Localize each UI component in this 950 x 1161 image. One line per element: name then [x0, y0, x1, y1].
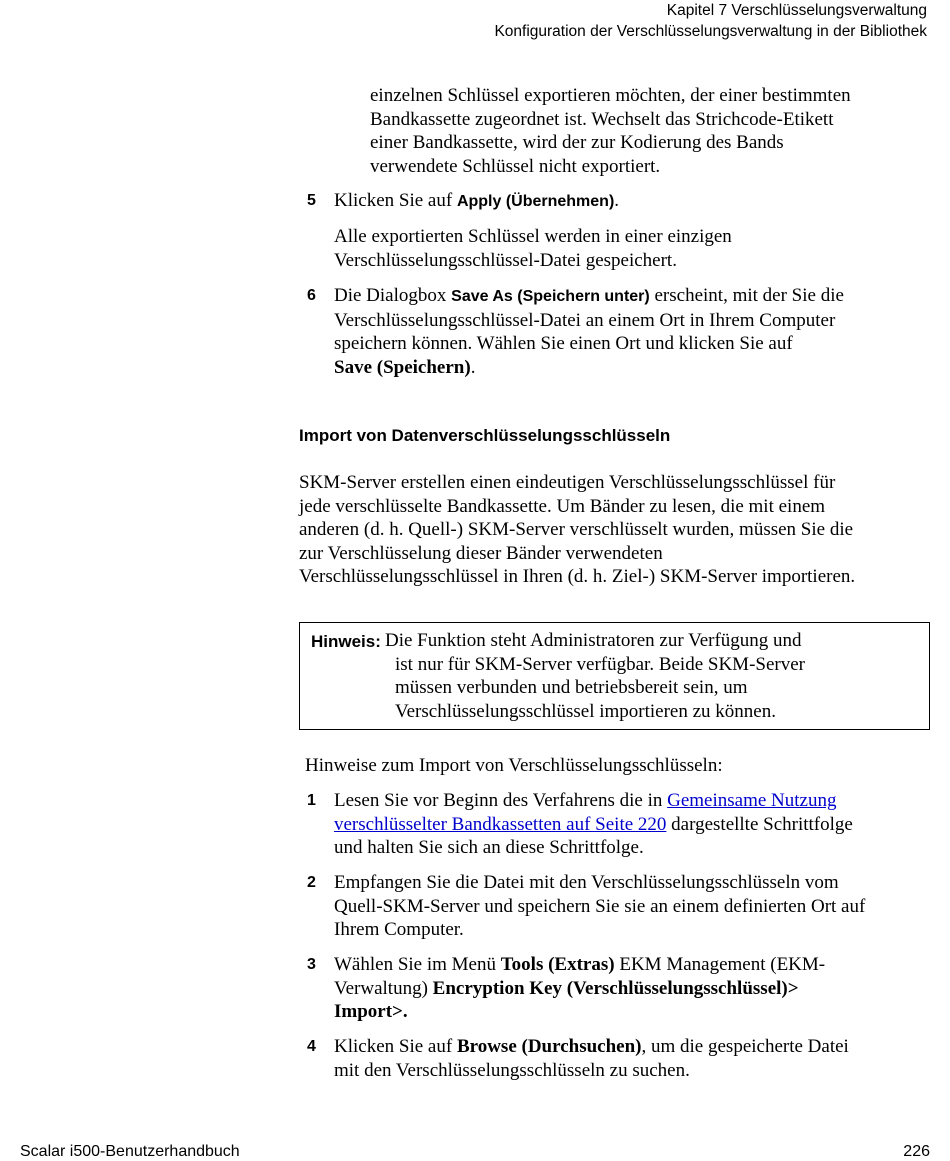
apply-button-reference: Apply (Übernehmen) — [456, 193, 615, 210]
step-number: 2 — [307, 874, 316, 891]
text-line: SKM-Server erstellen einen eindeutigen Verschlüsselungsschlüssel für — [299, 472, 836, 493]
step-number: 6 — [307, 287, 316, 304]
footer-title: Scalar i500-Benutzerhandbuch — [20, 1143, 240, 1160]
step-number: 5 — [307, 192, 316, 209]
running-header — [494, 0, 927, 42]
continuation-paragraph — [370, 84, 940, 178]
save-as-dialog-reference: Save As (Speichern unter) — [451, 288, 650, 305]
header-section: Konfiguration der Verschlüsselungsverwaltung in der Bibliothek — [494, 23, 927, 40]
cross-reference-link[interactable]: Gemeinsame Nutzung — [667, 790, 837, 811]
text-line: Quell-SKM-Server und speichern Sie sie an einem definierten Ort auf — [334, 895, 866, 917]
text-line: Bandkassette zugeordnet ist. Wechselt das Strichcode-Etikett — [370, 108, 834, 130]
note-label: Hinweis: — [311, 632, 381, 651]
text-line: einer Bandkassette, wird der zur Kodierung des Bands — [370, 132, 784, 153]
import-step-2 — [307, 871, 932, 942]
text-line: Empfangen Sie die Datei mit den Verschlüsselungsschlüsseln vom — [334, 872, 839, 893]
text-line: speichern können. Wählen Sie einen Ort und klicken Sie auf — [334, 333, 793, 354]
text-line: Verschlüsselungsschlüssel-Datei gespeichert. — [334, 249, 677, 271]
step-number: 3 — [307, 956, 316, 973]
step-text: Klicken Sie auf — [334, 190, 457, 211]
tools-menu-reference: Tools (Extras) — [500, 954, 615, 975]
cross-reference-link[interactable]: verschlüsselter Bandkassetten auf Seite 220 — [334, 813, 667, 835]
text-line: ist nur für SKM-Server verfügbar. Beide SKM-Server — [395, 653, 805, 675]
text-line: zur Verschlüsselung dieser Bänder verwendeten — [299, 542, 663, 564]
step-number: 4 — [307, 1038, 316, 1055]
export-step-6: 6 Die Dialogbox Save As (Speichern unter) erscheint, mit der Sie die Verschlüsselungsschlüssel-Datei an einem Ort in Ihrem Computer speichern können. Wählen Sie einen Ort und klicken Sie auf Save (Speichern). — [307, 284, 932, 379]
text-line: müssen verbunden und betriebsbereit sein, um — [395, 677, 748, 698]
note-text — [385, 629, 915, 723]
import-lead: Hinweise zum Import von Verschlüsselungsschlüsseln: — [305, 755, 723, 776]
export-step-5: 5 Klicken Sie auf Apply (Übernehmen). — [307, 190, 620, 211]
text-line: Verschlüsselungsschlüssel-Datei an einem Ort in Ihrem Computer — [334, 309, 836, 331]
header-chapter: Kapitel 7 Verschlüsselungsverwaltung — [666, 2, 927, 19]
section-heading: Import von Datenverschlüsselungsschlüsseln — [299, 426, 671, 445]
browse-button-reference: Browse (Durchsuchen) — [456, 1036, 642, 1057]
import-step-3: 3 Wählen Sie im Menü Tools (Extras) EKM Management (EKM- Verwaltung) Encryption Key (Verschlüsselungsschlüssel)> Import>. — [307, 953, 932, 1024]
text-line: Die Funktion steht Administratoren zur Verfügung und — [385, 630, 802, 651]
text-line: Verschlüsselungsschlüssel importieren zu können. — [395, 700, 776, 722]
section-intro — [299, 471, 939, 589]
note-box — [299, 622, 930, 730]
save-button-reference: Save (Speichern) — [334, 356, 471, 378]
text-line: jede verschlüsselte Bandkassette. Um Bänder zu lesen, die mit einem — [299, 495, 826, 517]
step-5-result — [334, 225, 934, 272]
step-number: 1 — [307, 792, 316, 809]
text-line: verwendete Schlüssel nicht exportiert. — [370, 155, 661, 177]
page-number: 226 — [903, 1143, 930, 1160]
text-line: Verschlüsselungsschlüssel in Ihren (d. h. Ziel-) SKM-Server importieren. — [299, 566, 856, 587]
encryption-key-menu-reference: Encryption Key (Verschlüsselungsschlüssel)> — [432, 977, 799, 999]
text-line: Ihrem Computer. — [334, 919, 464, 940]
text-line: anderen (d. h. Quell-) SKM-Server verschlüsselt wurden, müssen Sie die — [299, 519, 854, 540]
text-line: und halten Sie sich an diese Schrittfolge. — [334, 837, 644, 858]
text-line: mit den Verschlüsselungsschlüsseln zu suchen. — [334, 1059, 690, 1081]
text-line: einzelnen Schlüssel exportieren möchten, der einer bestimmten — [370, 85, 851, 106]
import-menu-reference: Import>. — [334, 1001, 408, 1022]
import-step-1: 1 Lesen Sie vor Beginn des Verfahrens die in Gemeinsame Nutzung verschlüsselter Bandkassetten auf Seite 220 dargestellte Schrittfolge und halten Sie sich an diese Schrittfolge. — [307, 789, 932, 860]
text-line: Alle exportierten Schlüssel werden in einer einzigen — [334, 226, 732, 247]
import-step-4: 4 Klicken Sie auf Browse (Durchsuchen), um die gespeicherte Datei mit den Verschlüsselungsschlüsseln zu suchen. — [307, 1035, 932, 1082]
